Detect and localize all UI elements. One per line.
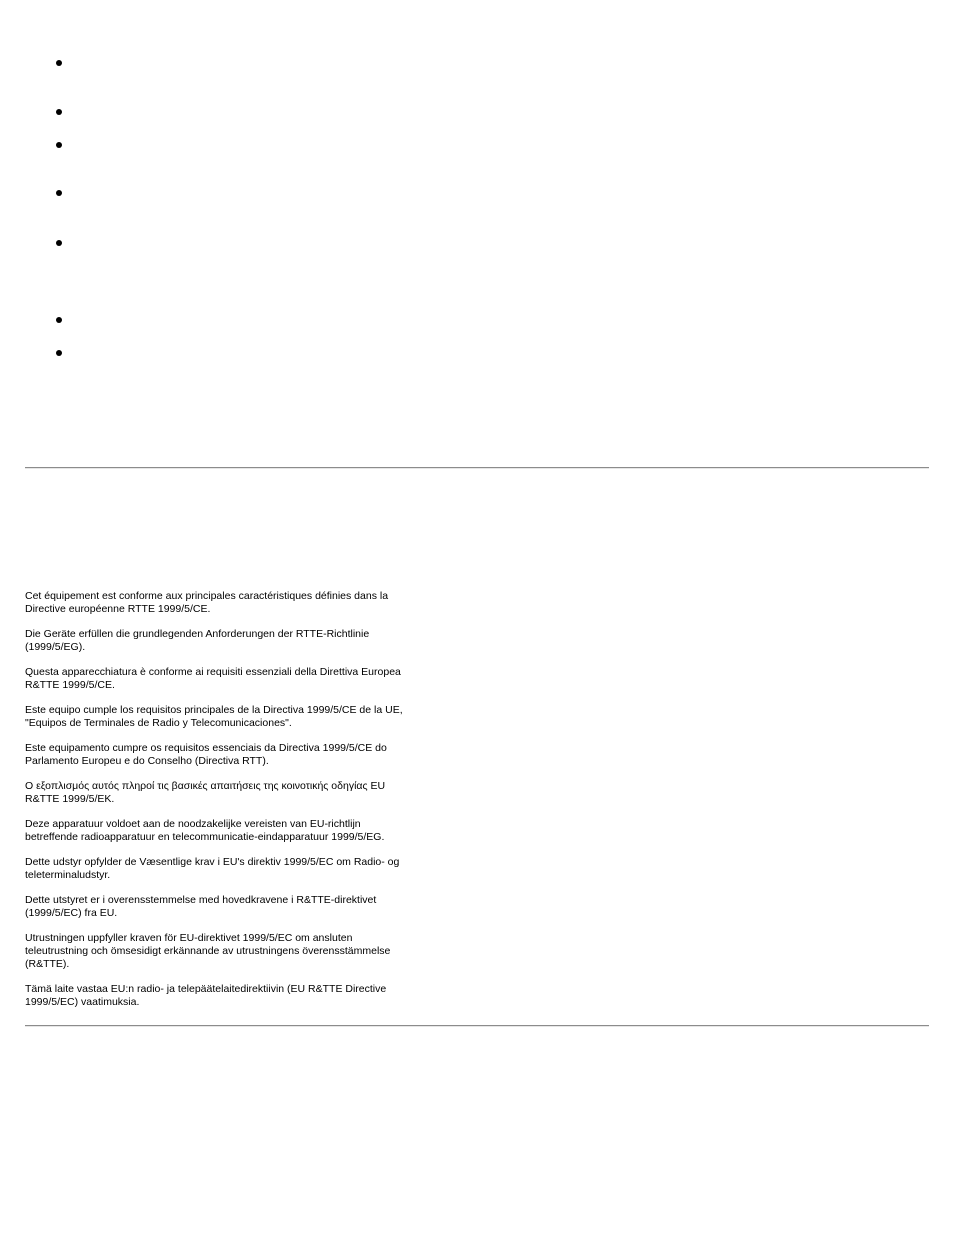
bullet-marker (56, 350, 62, 356)
bullet-marker (56, 190, 62, 196)
eu-declarations (25, 590, 445, 1021)
declaration-french: Cet équipement est conforme aux principales caractéristiques définies dans la Directive européenne RTTE 1999/5/CE. (25, 590, 389, 615)
declaration-italian: Questa apparecchiatura è conforme ai requisiti essenziali della Direttiva Europea R&TTE 1999/5/CE. (25, 666, 401, 691)
bullet-marker (56, 240, 62, 246)
section-divider-top (25, 467, 929, 469)
declaration-greek: Ο εξοπλισμός αυτός πληροί τις βασικές απαιτήσεις της κοινοτικής οδηγίας EU R&TTE 1999/5/EK. (25, 780, 386, 805)
declaration-portuguese: Este equipamento cumpre os requisitos essenciais da Directiva 1999/5/CE do Parlamento Europeu e do Conselho (Directiva RTT). (25, 742, 387, 767)
declaration-norwegian: Dette utstyret er i overensstemmelse med hovedkravene i R&TTE-direktivet (1999/5/EC) fra EU. (25, 894, 377, 919)
declaration-swedish: Utrustningen uppfyller kraven för EU-direktivet 1999/5/EC om ansluten teleutrustning och ömsesidigt erkännande av utrustningens överensstämmelse (R&TTE). (25, 932, 391, 970)
bullet-marker (56, 60, 62, 66)
declaration-finnish: Tämä laite vastaa EU:n radio- ja telepäätelaitedirektiivin (EU R&TTE Directive 1999/5/EC) vaatimuksia. (25, 983, 387, 1008)
bullet-marker (56, 109, 62, 115)
bullet-marker (56, 142, 62, 148)
section-divider-bottom (25, 1025, 929, 1027)
declaration-danish: Dette udstyr opfylder de Væsentlige krav i EU's direktiv 1999/5/EC om Radio- og teleterminaludstyr. (25, 856, 400, 881)
declaration-spanish: Este equipo cumple los requisitos principales de la Directiva 1999/5/CE de la UE, "Equipos de Terminales de Radio y Telecomunicaciones". (25, 704, 403, 729)
bullet-marker (56, 317, 62, 323)
declaration-dutch: Deze apparatuur voldoet aan de noodzakelijke vereisten van EU-richtlijn betreffende radioapparatuur en telecommunicatie-eindapparatuur 1999/5/EG. (25, 818, 385, 843)
declaration-german: Die Geräte erfüllen die grundlegenden Anforderungen der RTTE-Richtlinie (1999/5/EG). (25, 628, 370, 653)
